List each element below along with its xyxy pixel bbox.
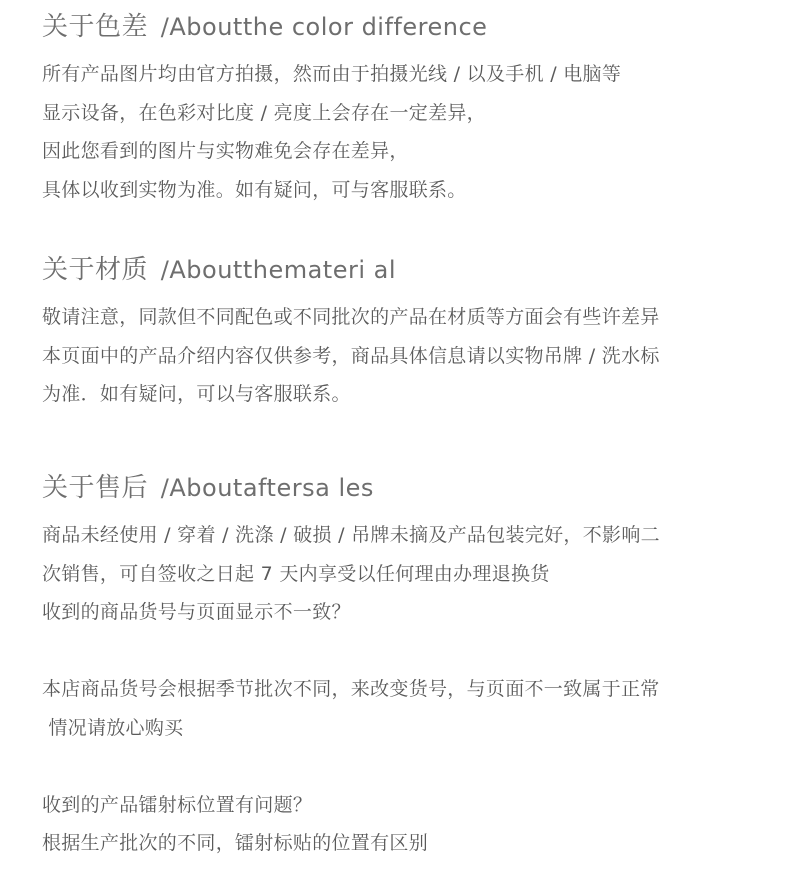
material-line-1: 敬请注意，同款但不同配色或不同批次的产品在材质等方面会有些许差异 xyxy=(42,306,660,328)
after-sales-question-laser-label: 收到的产品镭射标位置有问题？ xyxy=(42,793,313,816)
after-sales-section xyxy=(42,471,762,863)
material-line-2: 本页面中的产品介绍内容仅供参考，商品具体信息请以实物吊牌 / 洗水标 xyxy=(42,344,660,367)
after-sales-answer-line-1: 本店商品货号会根据季节批次不同，来改变货号，与页面不一致属于正常 xyxy=(42,678,660,700)
after-sales-question-item-number: 收到的商品货号与页面显示不一致？ xyxy=(42,601,351,623)
color-difference-title-cn: 关于色差 xyxy=(42,12,149,42)
material-title-en: /Aboutthemateri al xyxy=(160,256,397,284)
color-difference-line-1: 所有产品图片均由官方拍摄，然而由于拍摄光线 / 以及手机 / 电脑等 xyxy=(42,63,622,85)
after-sales-answer-line-2: 情况请放心购买 xyxy=(42,716,184,739)
spacer xyxy=(42,632,762,671)
color-difference-text xyxy=(42,55,762,209)
after-sales-heading xyxy=(42,471,762,505)
after-sales-line-1: 商品未经使用 / 穿着 / 洗涤 / 破损 / 吊牌未摘及产品包装完好，不影响二 xyxy=(42,524,660,546)
after-sales-text xyxy=(42,516,762,863)
color-difference-line-2: 显示设备，在色彩对比度 / 亮度上会存在一定差异， xyxy=(42,101,486,124)
material-section xyxy=(42,253,762,414)
after-sales-line-2: 次销售，可自签收之日起 7 天内享受以任何理由办理退换货 xyxy=(42,562,550,585)
after-sales-title-en: /Aboutaftersa les xyxy=(160,474,374,502)
material-text xyxy=(42,298,762,414)
color-difference-heading xyxy=(42,10,762,44)
after-sales-title-cn: 关于售后 xyxy=(42,473,149,503)
color-difference-line-3: 因此您看到的图片与实物难免会存在差异， xyxy=(42,140,409,162)
material-title-cn: 关于材质 xyxy=(42,255,149,285)
spacer xyxy=(42,747,762,786)
color-difference-title-en: /Aboutthe color difference xyxy=(160,13,488,41)
after-sales-answer-laser-label: 根据生产批次的不同，镭射标贴的位置有区别 xyxy=(42,832,429,854)
material-heading xyxy=(42,253,762,287)
color-difference-section xyxy=(42,10,762,209)
material-line-3: 为准．如有疑问，可以与客服联系。 xyxy=(42,383,351,405)
color-difference-line-4: 具体以收到实物为准。如有疑问，可与客服联系。 xyxy=(42,178,467,201)
